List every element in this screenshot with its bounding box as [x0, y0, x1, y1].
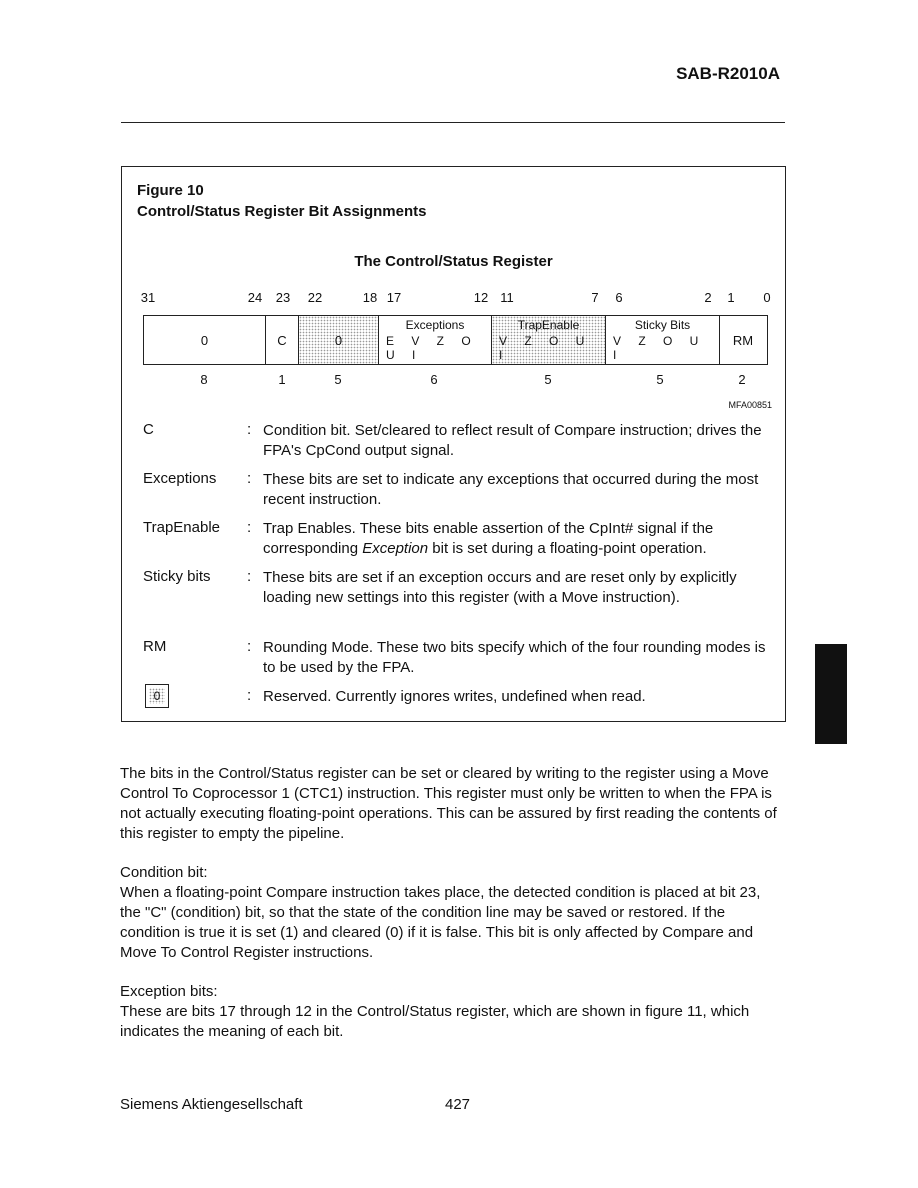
- field-label: C: [277, 332, 287, 348]
- register-diagram: [143, 315, 768, 365]
- bit-number: 6: [615, 290, 623, 305]
- field-width: 1: [278, 372, 286, 387]
- def-text-sticky: These bits are set if an exception occurs and are reset only by explicitly loading new settings into this register (with a Move instruction).: [263, 569, 737, 606]
- bit-number: 11: [500, 290, 514, 305]
- header-rule: [121, 122, 785, 123]
- field-label: 0: [200, 332, 209, 348]
- def-text-part: Trap Enables. These bits enable assertion of the CpInt# signal if the corresponding: [263, 520, 714, 557]
- subheading-condition-bit: Condition bit:: [120, 864, 208, 881]
- bit-number: 23: [275, 290, 291, 305]
- def-colon: :: [247, 568, 252, 585]
- def-text-emphasis: Exception: [362, 540, 429, 557]
- def-term-exceptions: Exceptions: [143, 470, 217, 487]
- register-title: The Control/Status Register: [354, 253, 553, 270]
- def-term-trapenable: TrapEnable: [143, 519, 220, 536]
- field-rounding-mode: [720, 316, 766, 364]
- figure-title: Control/Status Register Bit Assignments: [137, 203, 427, 220]
- bit-number: 2: [704, 290, 712, 305]
- document-code: SAB-R2010A: [676, 64, 780, 83]
- reserved-field-icon: [145, 684, 169, 708]
- bit-number: 18: [362, 290, 378, 305]
- body-paragraph-3: These are bits 17 through 12 in the Control/Status register, which are shown in figure 11, which indicates the meaning of each bit.: [120, 1003, 750, 1040]
- field-reserved-mid: [299, 316, 379, 364]
- figure-number: Figure 10: [137, 182, 204, 199]
- field-width: 5: [334, 372, 342, 387]
- field-sticky-bits: [606, 316, 720, 364]
- field-label: Exceptions: [405, 318, 465, 332]
- def-colon: :: [247, 519, 252, 536]
- field-width: 5: [656, 372, 664, 387]
- def-text-part: bit is set during a floating-point operation.: [428, 540, 707, 557]
- def-colon: :: [247, 470, 252, 487]
- field-width: 2: [738, 372, 746, 387]
- def-text-trapenable: [263, 519, 778, 559]
- field-reserved-high: [144, 316, 266, 364]
- field-width: 6: [430, 372, 438, 387]
- field-label: RM: [732, 332, 754, 348]
- field-sub-bits: E V Z O U I: [386, 334, 478, 362]
- section-thumb-tab: [815, 644, 847, 744]
- field-label: Sticky Bits: [634, 318, 691, 332]
- def-text-exceptions: These bits are set to indicate any exceptions that occurred during the most recent instruction.: [263, 471, 759, 508]
- def-term-sticky: Sticky bits: [143, 568, 211, 585]
- footer-company: Siemens Aktiengesellschaft: [120, 1096, 303, 1113]
- field-width: 8: [200, 372, 208, 387]
- figure-id: MFA00851: [728, 400, 772, 410]
- def-colon: :: [247, 687, 252, 704]
- field-trap-enable: [492, 316, 606, 364]
- bit-number: 31: [140, 290, 156, 305]
- def-term-rm: RM: [143, 638, 167, 655]
- field-exceptions: [379, 316, 492, 364]
- def-text-c: Condition bit. Set/cleared to reflect result of Compare instruction; drives the FPA's CpCond output signal.: [263, 422, 762, 459]
- bit-number: 17: [386, 290, 402, 305]
- field-label: 0: [334, 332, 343, 348]
- reserved-field-label: 0: [149, 688, 165, 704]
- def-text-rm: Rounding Mode. These two bits specify which of the four rounding modes is to be used by the FPA.: [263, 639, 766, 676]
- field-width: 5: [544, 372, 552, 387]
- field-condition: [266, 316, 299, 364]
- bit-number: 1: [727, 290, 735, 305]
- def-colon: :: [247, 638, 252, 655]
- def-term-c: C: [143, 421, 154, 438]
- page-number: 427: [445, 1096, 471, 1113]
- bit-number: 12: [473, 290, 489, 305]
- body-paragraph-1: The bits in the Control/Status register can be set or cleared by writing to the register using a Move Control To Coprocessor 1 (CTC1) instruction. This register must only be written to when the FPA is not actually executing floating-point operations. This can be assured by first reading the contents of this register to empty the pipeline.: [120, 765, 777, 842]
- def-text-reserved: Reserved. Currently ignores writes, undefined when read.: [263, 688, 646, 705]
- bit-number: 7: [591, 290, 599, 305]
- def-colon: :: [247, 421, 252, 438]
- bit-number: 24: [247, 290, 263, 305]
- field-sub-bits: V Z O U I: [613, 334, 706, 362]
- field-label: TrapEnable: [517, 318, 580, 332]
- body-paragraph-2: When a floating-point Compare instruction takes place, the detected condition is placed at bit 23, the "C" (condition) bit, so that the state of the condition line may be saved or restored. If the condition is true it is set (1) and cleared (0) if it is false. This bit is only affected by Compare and Move To Control Register instructions.: [120, 884, 761, 961]
- field-sub-bits: V Z O U I: [499, 334, 592, 362]
- bit-number: 22: [307, 290, 323, 305]
- subheading-exception-bits: Exception bits:: [120, 983, 218, 1000]
- bit-number: 0: [763, 290, 771, 305]
